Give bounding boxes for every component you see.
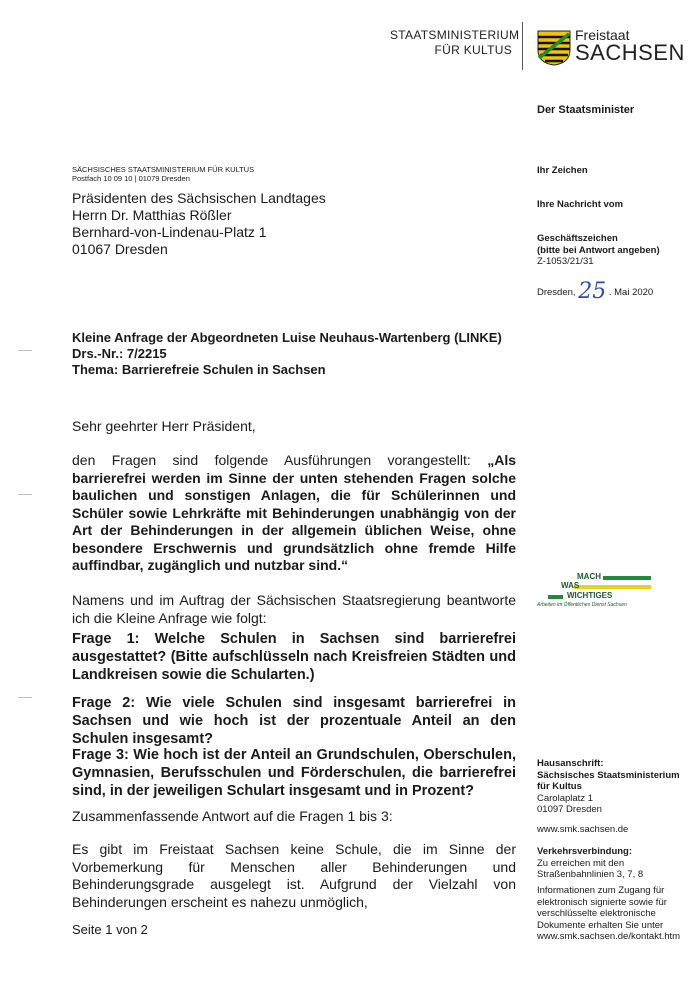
salutation: Sehr geehrter Herr Präsident, [72, 418, 256, 434]
logo-tagline: Arbeiten im Öffentlichen Dienst Sachsen [537, 602, 627, 608]
question-3: Frage 3: Wie hoch ist der Anteil an Grundschulen, Oberschulen, Gymnasien, Berufsschulen und Förderschulen, die barrierefrei sind, in der jeweiligen Schulart insgesamt und in Prozent? [72, 747, 516, 799]
minister-title: Der Staatsminister [537, 104, 635, 116]
recipient-line3: Bernhard-von-Lindenau-Platz 1 [72, 224, 267, 240]
fold-mark [18, 350, 32, 351]
geschaeftszeichen-number: Z-1053/21/31 [537, 256, 594, 267]
geschaeftszeichen-block [537, 233, 660, 268]
sender-line1: SÄCHSISCHES STAATSMINISTERIUM FÜR KULTUS [72, 165, 255, 174]
header-divider [522, 22, 523, 70]
ihr-zeichen-label: Ihr Zeichen [537, 165, 588, 176]
ministry-line1: STAATSMINISTERIUM [390, 28, 520, 42]
address-line1: Sächsisches Staatsministerium [537, 769, 680, 781]
recipient-line4: 01067 Dresden [72, 241, 168, 257]
logo-word-wichtiges: WICHTIGES [567, 591, 613, 600]
address-line2: für Kultus [537, 781, 582, 792]
verkehr-block [537, 846, 643, 881]
info-block [537, 885, 680, 943]
date-prefix: Dresden, [537, 287, 576, 298]
subject-line2: Drs.-Nr.: 7/2215 [72, 346, 167, 361]
date-suffix: . Mai 2020 [608, 287, 654, 298]
subject-block [72, 330, 502, 378]
logo-bar-green [603, 576, 651, 580]
intro-paragraph [72, 452, 516, 575]
recipient-address [72, 190, 326, 258]
sender-address [72, 165, 254, 183]
verkehr-line2: Straßenbahnlinien 3, 7, 8 [537, 869, 644, 880]
question-1: Frage 1: Welche Schulen in Sachsen sind barrierefrei ausgestattet? (Bitte aufschlüsseln nach Kreisfreien Städten und Landkreisen sowie die Schularten.) [72, 631, 516, 683]
date-day-handwritten: 25 [578, 279, 607, 304]
info-line3: verschlüsselte elektronische [537, 908, 656, 919]
hausanschrift-block [537, 758, 680, 816]
recipient-line1: Präsidenten des Sächsischen Landtages [72, 190, 326, 206]
question-2: Frage 2: Wie viele Schulen sind insgesamt barrierefrei in Sachsen und wie hoch ist der prozentuale Anteil an den Schulen insgesamt? [72, 695, 516, 747]
page-number: Seite 1 von 2 [72, 922, 148, 937]
state-label-big: SACHSEN [575, 40, 685, 65]
verkehr-label: Verkehrsverbindung: [537, 846, 633, 857]
address-line3: Carolaplatz 1 [537, 792, 593, 804]
logo-bar-yellow [574, 585, 651, 589]
address-line4: 01097 Dresden [537, 804, 602, 815]
ihre-nachricht-label: Ihre Nachricht vom [537, 199, 624, 210]
ministry-line2: FÜR KULTUS [434, 43, 512, 57]
info-line4: Dokumente erhalten Sie unter [537, 919, 664, 931]
letter-date [537, 276, 654, 304]
state-label-small: Freistaat [575, 27, 630, 43]
info-line2: elektronisch signierte sowie für [537, 896, 667, 908]
subject-line1: Kleine Anfrage der Abgeordneten Luise Neuhaus-Wartenberg (LINKE) [72, 330, 502, 345]
mach-was-wichtiges-logo [537, 572, 653, 612]
info-link[interactable]: www.smk.sachsen.de/kontakt.htm [537, 931, 681, 942]
recipient-line2: Herrn Dr. Matthias Rößler [72, 207, 232, 223]
logo-word-was: WAS [561, 581, 580, 590]
summary-heading: Zusammenfassende Antwort auf die Fragen 1 bis 3: [72, 808, 393, 824]
intro-quote: „Als barrierefrei werden im Sinne der unten stehenden Fragen solche baulichen und sonstigen Anlagen, die für Schülerinnen und Schüler sowie Lehrkräfte mit Behinderungen unabhängig von der Art der Behinderungen in der allgemein üblichen Weise, ohne besondere Erschwernis und grundsätzlich ohne fremde Hilfe auffindbar, zugänglich und nutzbar sind.“ [72, 452, 516, 573]
punch-mark [18, 697, 32, 698]
geschaeftszeichen-label: Geschäftszeichen [537, 233, 618, 244]
answer-paragraph: Es gibt im Freistaat Sachsen keine Schule, die im Sinne der Vorbemerkung für Menschen aller Behinderungen und Behinderungsgrade ausgelegt ist. Aufgrund der Vielzahl von Behinderungen erscheint es nahezu unmöglich, [72, 841, 516, 910]
subject-line3: Thema: Barrierefreie Schulen in Sachsen [72, 362, 326, 377]
intro-lead: den Fragen sind folgende Ausführungen vorangestellt: [72, 452, 471, 468]
saxony-coat-of-arms-icon [537, 30, 571, 66]
geschaeftszeichen-hint: (bitte bei Antwort angeben) [537, 244, 660, 256]
website-link[interactable]: www.smk.sachsen.de [537, 824, 629, 835]
info-line1: Informationen zum Zugang für [537, 885, 665, 896]
hausanschrift-label: Hausanschrift: [537, 758, 604, 769]
fold-mark [18, 494, 32, 495]
logo-bar-green-small [548, 595, 563, 599]
logo-word-mach: MACH [577, 572, 601, 581]
ministry-name [390, 28, 520, 58]
sender-line2: Postfach 10 09 10 | 01079 Dresden [72, 174, 190, 183]
namens-paragraph: Namens und im Auftrag der Sächsischen Staatsregierung beantworte ich die Kleine Anfrage wie folgt: [72, 592, 516, 626]
verkehr-line1: Zu erreichen mit den [537, 857, 625, 869]
